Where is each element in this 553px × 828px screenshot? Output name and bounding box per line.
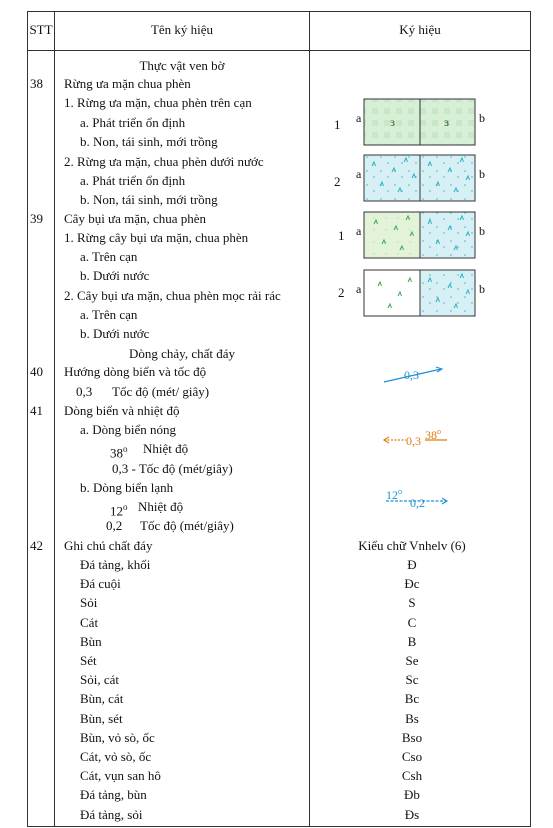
row-39-item-2: 2. Cây bụi ưa mặn, chua phèn mọc rải rác [64, 288, 281, 303]
seabed-item-code: Csh [401, 768, 423, 783]
seabed-item-name: Bùn, sét [80, 711, 123, 726]
seabed-item-name: Cát, vụn san hô [80, 768, 161, 783]
symbol-39-1-b: b [479, 224, 485, 238]
seabed-item-name: Đá cuội [80, 576, 121, 591]
row-39-item-1a: a. Trên cạn [80, 249, 138, 264]
row-38-item-2: 2. Rừng ưa mặn, chua phèn dưới nước [64, 154, 264, 169]
row-41-title: Dòng biển và nhiệt độ [64, 403, 180, 418]
row-38-number: 38 [30, 76, 43, 91]
warm-temp-value: 38 [110, 445, 123, 461]
seabed-item-code: B [407, 634, 417, 649]
row-38-item-2a: a. Phát triển ổn định [80, 173, 186, 188]
symbol-41-cold-temp [386, 484, 402, 503]
warm-temp-degree: o [123, 444, 128, 454]
seabed-item-name: Bùn, vỏ sò, ốc [80, 730, 155, 745]
header-symbol: Ký hiệu [399, 22, 441, 37]
seabed-item-name: Bùn [80, 634, 102, 649]
seabed-item-code: Đb [404, 787, 420, 802]
symbol-38-2 [364, 155, 475, 201]
symbol-40-speed-label: 0,3 [404, 368, 419, 382]
row-38-item-1a: a. Phát triển ổn định [80, 115, 186, 130]
header-stt: STT [29, 22, 53, 37]
symbol-39-2-left-cell [364, 270, 420, 316]
seabed-item-name: Đá tảng, sỏi [80, 807, 143, 822]
seabed-item-name: Cát, vỏ sò, ốc [80, 749, 152, 764]
symbol-38-2-left-cell [364, 155, 420, 201]
row-42-font-note: Kiểu chữ Vnhelv (6) [358, 538, 466, 553]
row-40-speed-label: Tốc độ (mét/ giây) [112, 384, 210, 399]
seabed-item-code: Đc [404, 576, 420, 591]
symbol-38-1-a: a [356, 111, 362, 125]
seabed-item-name: Đá tảng, bùn [80, 787, 147, 802]
symbol-38-1 [364, 99, 475, 145]
row-41-cold-temp-label: Nhiệt độ [138, 499, 184, 514]
cold-temp-value: 12 [110, 503, 123, 519]
row-41-warm-speed: 0,3 - Tốc độ (mét/giây) [112, 461, 233, 476]
seabed-item-code: C [407, 615, 417, 630]
row-38-item-1: 1. Rừng ưa mặn, chua phèn trên cạn [64, 95, 252, 110]
symbol-39-1-a: a [356, 224, 362, 238]
symbol-41-warm-speed: 0,3 [406, 434, 421, 448]
seabed-item-name: Cát [80, 615, 99, 630]
symbol-39-2-a: a [356, 282, 362, 296]
symbol-39-1-left-cell [364, 212, 420, 258]
row-39-title: Cây bụi ưa mặn, chua phèn [64, 211, 207, 226]
row-38-item-1b: b. Non, tái sinh, mới trồng [80, 134, 218, 149]
seabed-item-code: Sc [405, 672, 419, 687]
symbol-38-1-glyph-left: ɜ [390, 115, 396, 129]
seabed-item-code: Bs [405, 711, 419, 726]
row-40-number: 40 [30, 364, 43, 379]
row-41-cold: b. Dòng biển lạnh [80, 480, 174, 495]
seabed-item-name: Sỏi, cát [80, 672, 119, 687]
row-39-number: 39 [30, 211, 43, 226]
row-40-title: Hướng dòng biển và tốc độ [64, 364, 207, 379]
row-39-item-2b: b. Dưới nước [80, 326, 150, 341]
symbol-39-1 [364, 212, 475, 258]
seabed-item-code: Se [405, 653, 419, 668]
header-name: Tên ký hiệu [150, 22, 214, 37]
symbol-41-cold-degree: o [398, 487, 402, 496]
cold-temp-degree: o [123, 502, 128, 512]
section-currents-seabed: Dòng chảy, chất đáy [128, 346, 235, 361]
symbol-38-1-b: b [479, 111, 485, 125]
symbol-41-cold-temp-value: 12 [386, 488, 398, 502]
row-42-number: 42 [30, 538, 43, 553]
seabed-item-name: Bùn, cát [80, 691, 124, 706]
row-41-cold-speed-label: Tốc độ (mét/giây) [140, 518, 234, 533]
row-41-number: 41 [30, 403, 43, 418]
row-41-warm-temp-label: Nhiệt độ [143, 441, 189, 456]
symbol-41-warm-temp [425, 424, 441, 443]
row-39-item-1: 1. Rừng cây bụi ưa mặn, chua phèn [64, 230, 249, 245]
row-40-speed-value: 0,3 [76, 384, 93, 399]
row-41-warm: a. Dòng biển nóng [80, 422, 177, 437]
symbol-38-2-number: 2 [334, 174, 341, 189]
seabed-item-code: Bso [401, 730, 423, 745]
symbol-38-2-b: b [479, 167, 485, 181]
symbol-38-1-number: 1 [334, 117, 341, 132]
row-41-cold-speed-value: 0,2 [106, 518, 123, 533]
row-39-item-2a: a. Trên cạn [80, 307, 138, 322]
row-38-item-2b: b. Non, tái sinh, mới trồng [80, 192, 218, 207]
row-38-title: Rừng ưa mặn chua phèn [64, 76, 191, 91]
symbol-41-cold-speed: 0,2 [410, 496, 425, 510]
symbol-39-2-b: b [479, 282, 485, 296]
symbol-38-2-a: a [356, 167, 362, 181]
section-coastal-vegetation: Thực vật ven bờ [139, 58, 225, 73]
symbol-41-warm-degree: o [437, 427, 441, 436]
symbol-39-1-number: 1 [338, 228, 345, 243]
symbol-39-2 [364, 270, 475, 316]
symbol-41-warm-temp-value: 38 [425, 428, 437, 442]
seabed-item-code: Bc [404, 691, 420, 706]
row-42-title: Ghi chú chất đáy [64, 538, 153, 553]
seabed-item-code: Đ [407, 557, 417, 572]
seabed-item-code: Đs [404, 807, 420, 822]
row-39-item-1b: b. Dưới nước [80, 268, 150, 283]
seabed-item-code: Cso [401, 749, 423, 764]
seabed-item-code: S [408, 595, 416, 610]
seabed-item-name: Đá tảng, khối [80, 557, 151, 572]
seabed-item-name: Sỏi [80, 595, 98, 610]
symbol-38-1-glyph-right: ɜ [444, 115, 450, 129]
symbol-39-2-number: 2 [338, 285, 345, 300]
seabed-item-name: Sét [80, 653, 97, 668]
